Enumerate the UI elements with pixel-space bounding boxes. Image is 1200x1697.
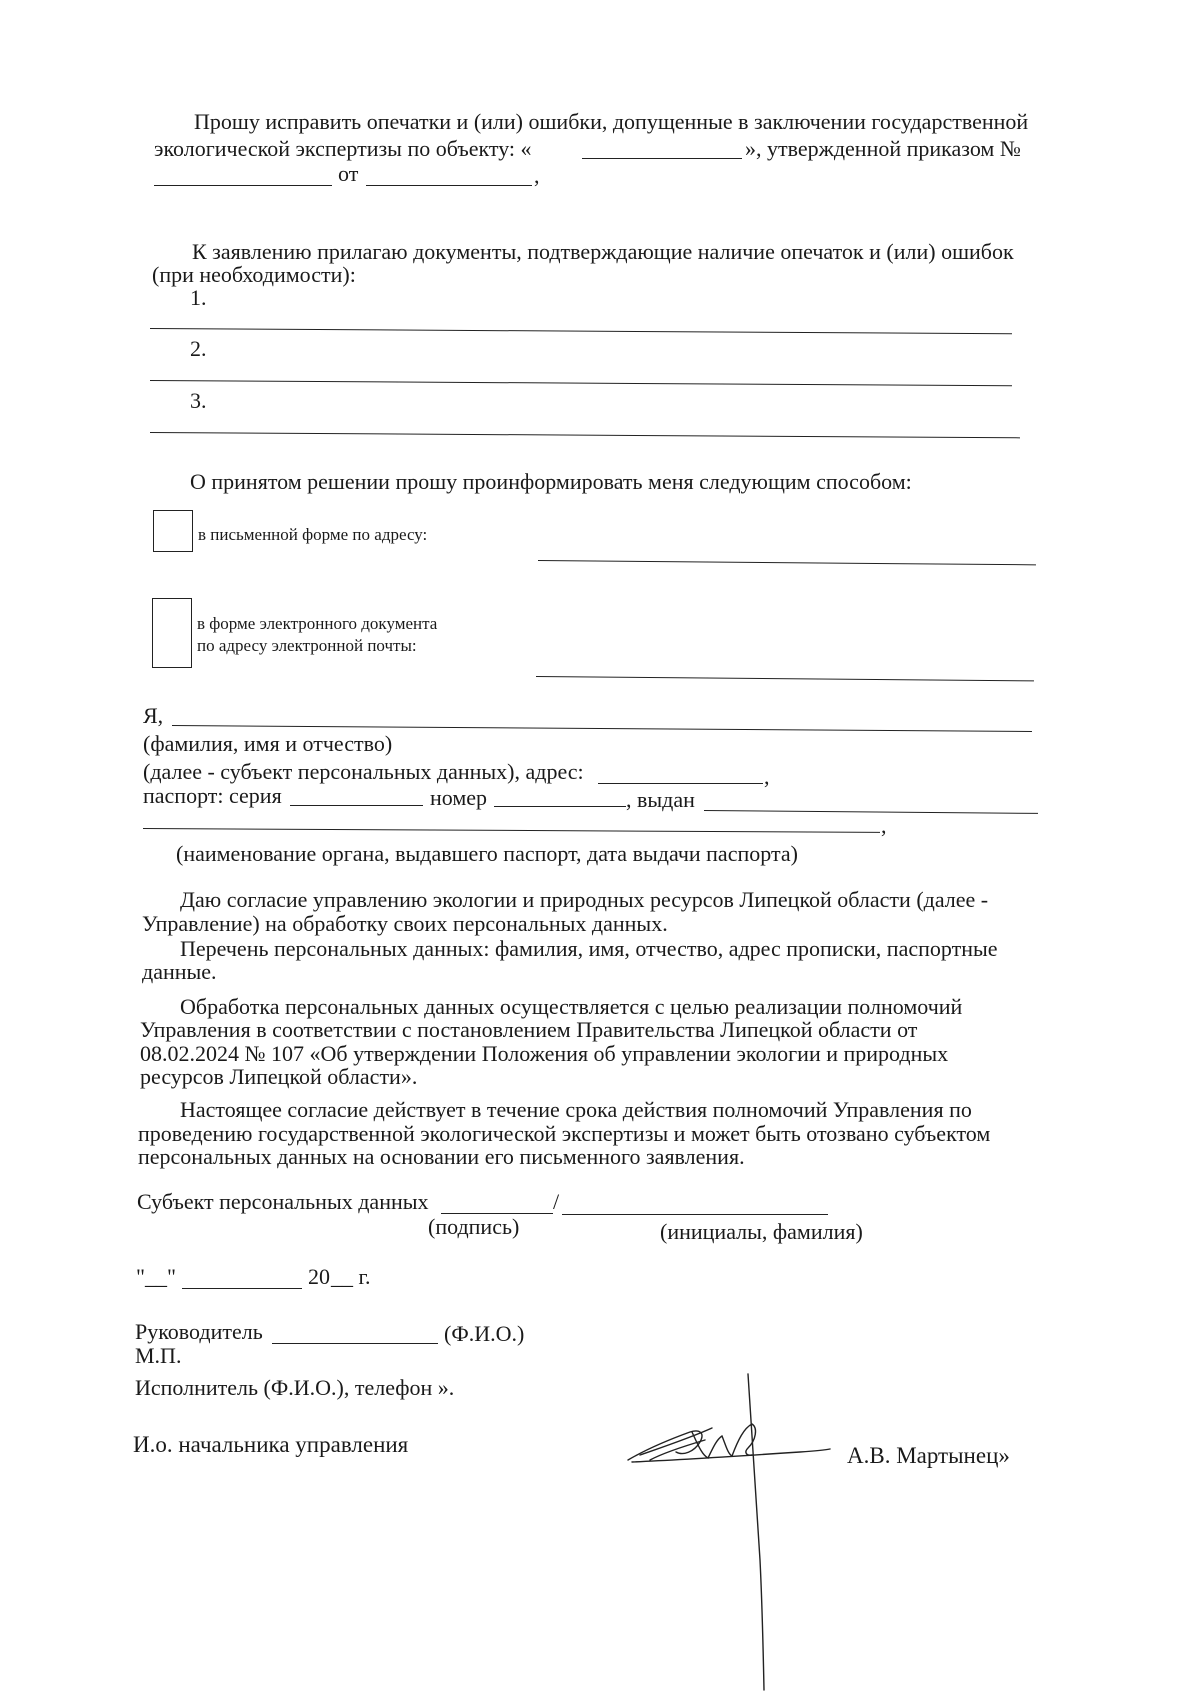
- email-form-label-1: в форме электронного документа: [197, 614, 438, 633]
- consent-p4-line-2: проведению государственной экологической экспертизы и может быть отозвано субъектом: [138, 1121, 991, 1146]
- consent-p3-line-1: Обработка персональных данных осуществляется с целью реализации полномочий: [180, 994, 963, 1019]
- consent-p2-line-1: Перечень персональных данных: фамилия, имя, отчество, адрес прописки, паспортные: [180, 936, 998, 961]
- attachment-item-2-number: 2.: [190, 336, 207, 361]
- subject-ya-label: Я,: [143, 703, 164, 728]
- attachment-item-1-number: 1.: [190, 285, 207, 310]
- consent-p1-line-1: Даю согласие управлению экологии и природных ресурсов Липецкой области (далее -: [180, 887, 989, 912]
- consent-p3-line-3: 08.02.2024 № 107 «Об утверждении Положения об управлении экологии и природных: [140, 1041, 949, 1066]
- footer-name: А.В. Мартынец»: [847, 1443, 1010, 1468]
- date-day-field[interactable]: "__": [136, 1264, 176, 1289]
- attachments-line-1: К заявлению прилагаю документы, подтверждающие наличие опечаток и (или) ошибок: [192, 239, 1014, 264]
- request-line-1: Прошу исправить опечатки и (или) ошибки, допущенные в заключении государственной: [194, 109, 1029, 134]
- attachments-line-2: (при необходимости):: [152, 262, 356, 287]
- passport-issued-label: , выдан: [626, 787, 695, 812]
- initials-hint: (инициалы, фамилия): [660, 1219, 863, 1244]
- subject-address-comma: ,: [764, 764, 770, 789]
- notify-intro: О принятом решении прошу проинформировать меня следующим способом:: [190, 469, 912, 494]
- request-line-2-start: экологической экспертизы по объекту: «: [154, 136, 532, 161]
- email-form-label-2: по адресу электронной почты:: [197, 636, 417, 655]
- head-fio-hint: (Ф.И.О.): [444, 1321, 525, 1346]
- signature-slash: /: [553, 1189, 560, 1214]
- attachment-item-3-number: 3.: [190, 388, 207, 413]
- consent-p2-line-2: данные.: [142, 959, 217, 984]
- subject-address-label: (далее - субъект персональных данных), адрес:: [143, 759, 584, 784]
- request-ot-label: от: [338, 161, 359, 186]
- passport-series-label: паспорт: серия: [143, 783, 282, 808]
- request-line-2-end: », утвержденной приказом №: [745, 136, 1021, 161]
- consent-p4-line-3: персональных данных на основании его письменного заявления.: [138, 1144, 745, 1169]
- consent-p3-line-2: Управления в соответствии с постановлением Правительства Липецкой области от: [140, 1017, 918, 1042]
- passport-issuer-hint: (наименование органа, выдавшего паспорт, дата выдачи паспорта): [176, 841, 798, 866]
- consent-p4-line-1: Настоящее согласие действует в течение срока действия полномочий Управления по: [180, 1097, 972, 1122]
- signature-hint: (подпись): [428, 1214, 520, 1239]
- date-year-suffix: __ г.: [331, 1264, 371, 1289]
- consent-p1-line-2: Управление) на обработку своих персональных данных.: [142, 911, 668, 936]
- head-label: Руководитель: [135, 1319, 263, 1344]
- request-line-3-comma: ,: [534, 163, 540, 188]
- passport-number-label: номер: [430, 785, 488, 810]
- consent-p3-line-4: ресурсов Липецкой области».: [140, 1064, 418, 1089]
- executor-label: Исполнитель (Ф.И.О.), телефон ».: [135, 1375, 455, 1400]
- date-year-prefix: 20: [308, 1264, 330, 1289]
- full-name-hint: (фамилия, имя и отчество): [143, 731, 393, 756]
- footer-position: И.о. начальника управления: [133, 1432, 409, 1457]
- passport-issuer-comma: ,: [881, 813, 887, 838]
- subject-signature-label: Субъект персональных данных: [137, 1189, 429, 1214]
- seal-mp-label: М.П.: [135, 1343, 182, 1368]
- written-form-label: в письменной форме по адресу:: [198, 525, 428, 544]
